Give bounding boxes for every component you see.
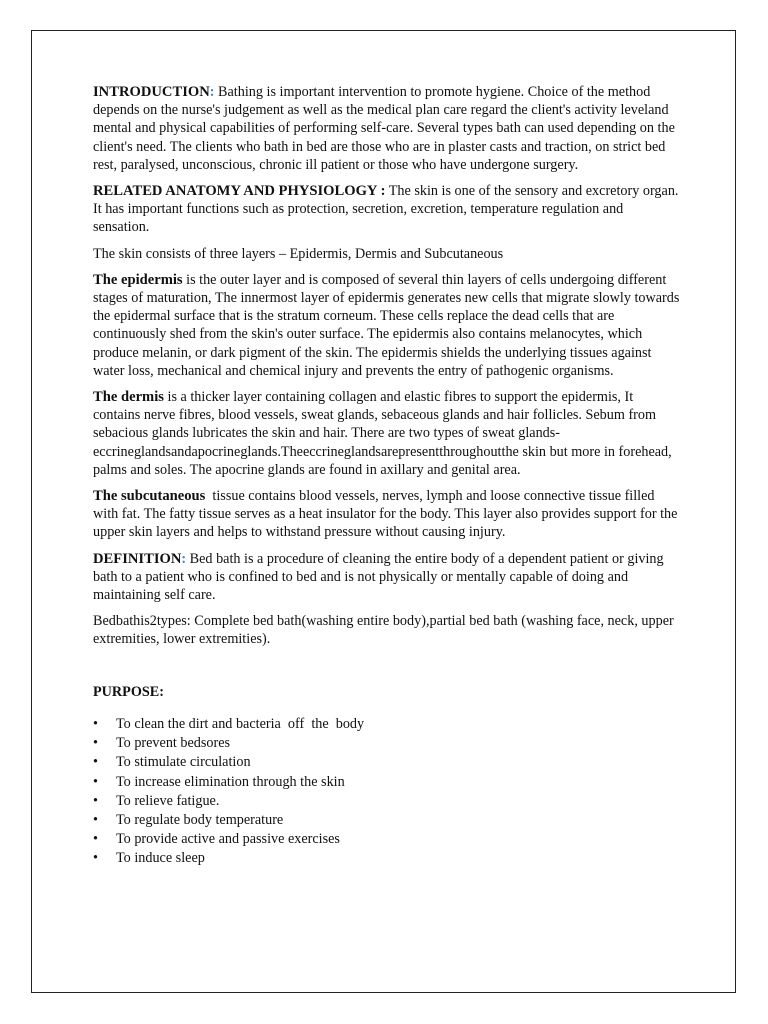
- introduction-paragraph: [93, 83, 683, 174]
- dermis-paragraph: [93, 388, 683, 479]
- layers-intro: The skin consists of three layers – Epidermis, Dermis and Subcutaneous: [93, 245, 504, 262]
- dermis-term: The dermis: [93, 389, 164, 406]
- purpose-item-text: To relieve fatigue.: [116, 792, 220, 809]
- purpose-item: [93, 734, 683, 753]
- purpose-item-text: To stimulate circulation: [116, 754, 251, 771]
- purpose-item: [93, 792, 683, 811]
- purpose-item-text: To provide active and passive exercises: [116, 831, 340, 848]
- purpose-item-text: To regulate body temperature: [116, 811, 284, 828]
- purpose-item: [93, 753, 683, 772]
- purpose-item-text: To increase elimination through the skin: [116, 773, 345, 790]
- bed-bath-types: Bedbathis2types: Complete bed bath(washing entire body),partial bed bath (washing face, neck, upper extremities, lower extremities).: [93, 613, 674, 648]
- dermis-text: is a thicker layer containing collagen and elastic fibres to support the epidermis, It contains nerve fibres, blood vessels, sweat glands, sebaceous glands and hair follicles. Sebum from sebacious glands lubricates the skin and hair. There are two types of sweat glands-eccrineglandsandapocrineglands.Theeccrineglandsarepresentthroughoutthe skin but more in forehead, palms and soles. The apocrine glands are found in axillary and genital area.: [93, 389, 672, 478]
- purpose-item: [93, 715, 683, 734]
- definition-colon: :: [181, 550, 187, 567]
- purpose-item: [93, 773, 683, 792]
- purpose-item: [93, 811, 683, 830]
- bullet-icon: •: [93, 792, 98, 809]
- purpose-list: [93, 715, 683, 869]
- anatomy-paragraph: [93, 182, 683, 237]
- introduction-heading: INTRODUCTION: [93, 84, 210, 100]
- purpose-item-text: To induce sleep: [116, 850, 205, 867]
- definition-heading: DEFINITION: [93, 550, 182, 567]
- purpose-item: [93, 849, 683, 868]
- bullet-icon: •: [93, 735, 98, 752]
- epidermis-text: is the outer layer and is composed of several thin layers of cells undergoing different stages of maturation, The innermost layer of epidermis generates new cells that migrate slowly towards the epidermal surface that is the stratum corneum. These cells replace the dead cells that are continuously shed from the skin's outer surface. The epidermis also contains melanocytes, which produce melanin, or dark pigment of the skin. The epidermis shields the underlying tissues against water loss, mechanical and chemical injury and prevents the entry of pathogenic organisms.: [93, 271, 680, 379]
- document-body: [93, 83, 683, 869]
- purpose-item: [93, 830, 683, 849]
- definition-text: Bed bath is a procedure of cleaning the entire body of a dependent patient or giving bath to a patient who is confined to bed and is not physically or mentally capable of doing and maintaining self care.: [93, 550, 664, 604]
- introduction-text: Bathing is important intervention to promote hygiene. Choice of the method depends on the nurse's judgement as well as the medical plan care regard the client's activity leveland mental and physical capabilities of performing self-care. Several types bath can used depending on the client's need. The clients who bath in bed are those who are in plaster casts and traction, on strict bed rest, paralysed, unconscious, chronic ill patient or those who have undergone surgery.: [93, 84, 675, 173]
- purpose-item-text: To prevent bedsores: [116, 735, 231, 752]
- anatomy-text: The skin is one of the sensory and excretory organ. It has important functions such as protection, secretion, excretion, temperature regulation and sensation.: [93, 183, 679, 236]
- epidermis-paragraph: [93, 271, 683, 380]
- purpose-item-text: To clean the dirt and bacteria off the body: [116, 715, 365, 732]
- definition-paragraph: [93, 550, 683, 605]
- bullet-icon: •: [93, 715, 98, 732]
- anatomy-heading: RELATED ANATOMY AND PHYSIOLOGY :: [93, 183, 386, 200]
- purpose-heading: PURPOSE:: [93, 683, 164, 700]
- subcutaneous-text: tissue contains blood vessels, nerves, lymph and loose connective tissue filled with fat. The fatty tissue serves as a heat insulator for the body. This layer also provides support for the upper skin layers and helps to withstand pressure without causing injury.: [93, 488, 681, 541]
- introduction-colon: :: [209, 84, 215, 100]
- bullet-icon: •: [93, 850, 98, 867]
- bullet-icon: •: [93, 754, 98, 771]
- bullet-icon: •: [93, 831, 98, 848]
- bullet-icon: •: [93, 773, 98, 790]
- bullet-icon: •: [93, 811, 98, 828]
- epidermis-term: The epidermis: [93, 271, 183, 288]
- subcutaneous-paragraph: [93, 487, 683, 542]
- subcutaneous-term: The subcutaneous: [93, 488, 206, 505]
